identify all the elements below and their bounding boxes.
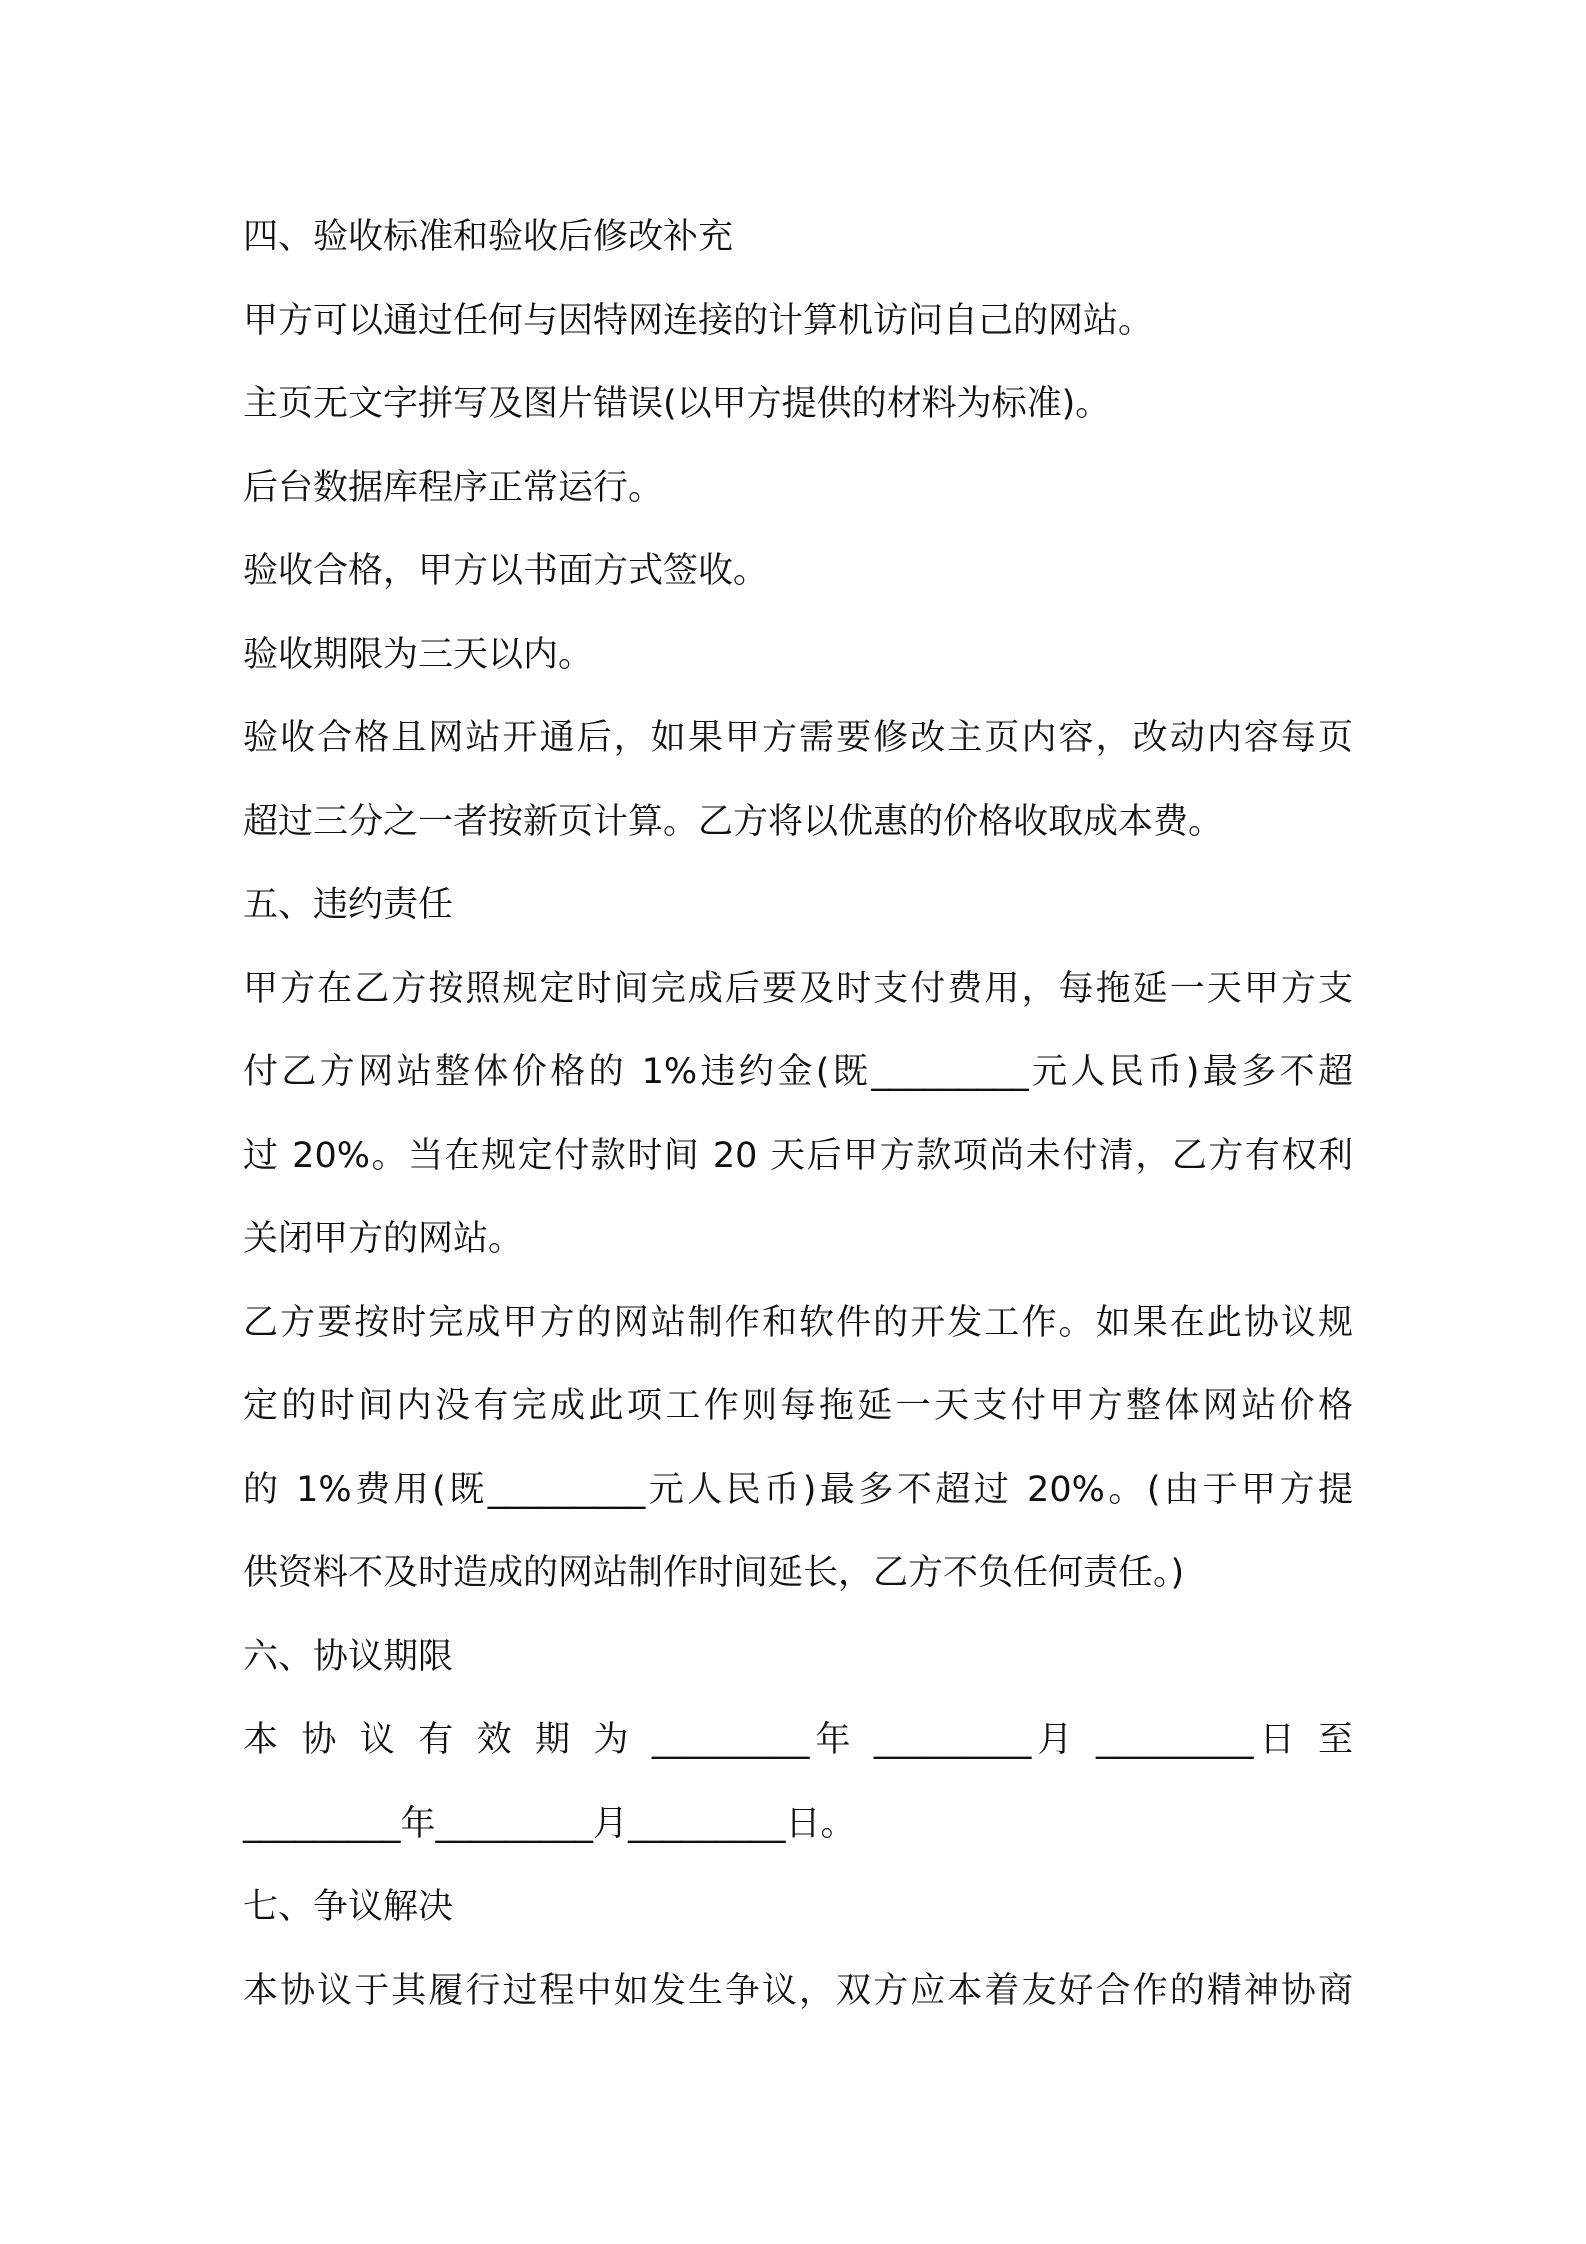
paragraph-line: 验收期限为三天以内。: [243, 634, 594, 675]
paragraph-line: _________年_________月_________日。: [243, 1803, 856, 1844]
paragraph-line: 甲方可以通过任何与因特网连接的计算机访问自己的网站。: [243, 300, 1154, 341]
section-heading-acceptance: 四、验收标准和验收后修改补充: [243, 217, 734, 257]
section-heading-dispute: 七、争议解决: [243, 1887, 454, 1927]
paragraph-line: 付乙方网站整体价格的 1%违约金(既_________元人民币)最多不超: [243, 1052, 1353, 1092]
section-heading-term: 六、协议期限: [243, 1636, 454, 1677]
paragraph-line: 乙方要按时完成甲方的网站制作和软件的开发工作。如果在此协议规: [243, 1302, 1353, 1343]
paragraph-line: 甲方在乙方按照规定时间完成后要及时支付费用，每拖延一天甲方支: [243, 968, 1353, 1009]
paragraph-line: 验收合格，甲方以书面方式签收。: [243, 551, 769, 591]
paragraph-line: 定的时间内没有完成此项工作则每拖延一天支付甲方整体网站价格: [243, 1386, 1353, 1426]
paragraph-line: 主页无文字拼写及图片错误(以甲方提供的材料为标准)。: [243, 384, 1111, 424]
paragraph-line: 关闭甲方的网站。: [243, 1219, 524, 1259]
document-body: [243, 196, 1353, 2033]
paragraph-line: 供资料不及时造成的网站制作时间延长，乙方不负任何责任。): [243, 1553, 1185, 1593]
paragraph-line: 本 协 议 有 效 期 为 _________年 _________月 _________日 至: [243, 1720, 1353, 1760]
paragraph-line: 本协议于其履行过程中如发生争议，双方应本着友好合作的精神协商: [243, 1970, 1353, 2011]
paragraph-line: 过 20%。当在规定付款时间 20 天后甲方款项尚未付清，乙方有权利: [243, 1135, 1353, 1176]
section-heading-liability: 五、违约责任: [243, 885, 454, 925]
paragraph-line: 后台数据库程序正常运行。: [243, 467, 664, 508]
paragraph-line: 超过三分之一者按新页计算。乙方将以优惠的价格收取成本费。: [243, 801, 1224, 842]
paragraph-line: 的 1%费用(既_________元人民币)最多不超过 20%。(由于甲方提: [243, 1469, 1353, 1510]
paragraph-line: 验收合格且网站开通后，如果甲方需要修改主页内容，改动内容每页: [243, 718, 1353, 758]
